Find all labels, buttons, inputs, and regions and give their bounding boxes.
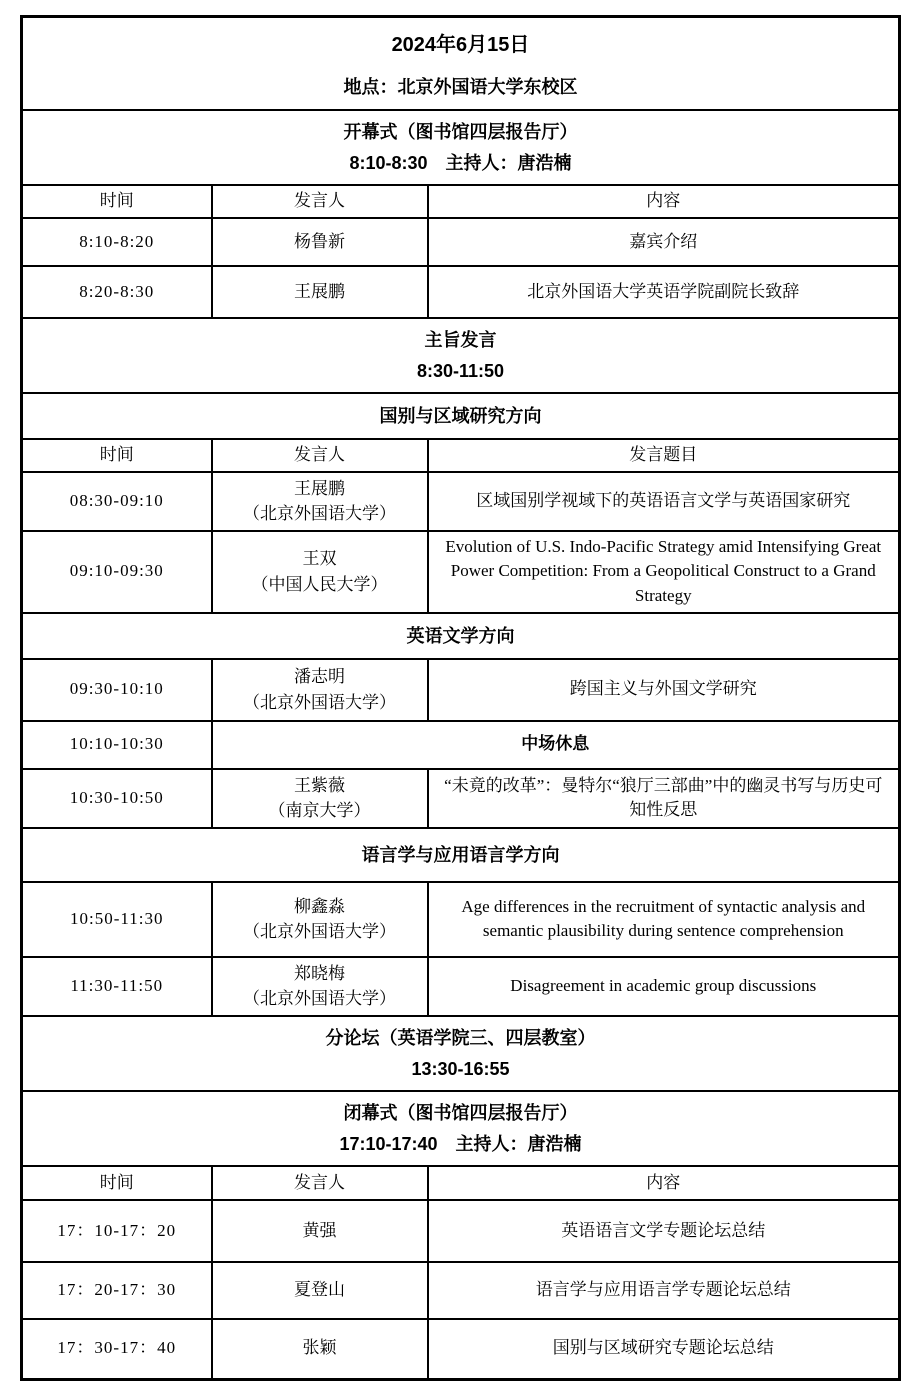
column-header-time: 时间: [22, 185, 212, 218]
speaker-name: 潘志明: [294, 667, 345, 687]
content-cell: 国别与区域研究专题论坛总结: [428, 1319, 900, 1379]
speaker-affiliation: （北京外国语大学）: [243, 692, 396, 712]
break-row: [22, 721, 900, 769]
topic-cell: “未竟的改革”：曼特尔“狼厅三部曲”中的幽灵书写与历史可知性反思: [428, 769, 900, 828]
title-cell: [22, 17, 900, 111]
time-cell: 10:50-11:30: [22, 882, 212, 957]
speaker-cell: [212, 659, 428, 721]
column-header-content: 内容: [428, 1166, 900, 1200]
forum-heading-row: [22, 1016, 900, 1091]
time-cell: 17：10-17：20: [22, 1200, 212, 1262]
speaker-cell: [212, 957, 428, 1016]
forum-heading: 分论坛（英语学院三、四层教室）: [325, 1027, 596, 1048]
speaker-cell: 杨鲁新: [212, 218, 428, 266]
column-header-speaker: 发言人: [212, 439, 428, 472]
speaker-cell: [212, 472, 428, 531]
table-row: [22, 531, 900, 613]
title-row: [22, 17, 900, 111]
speaker-cell: [212, 531, 428, 613]
time-cell: 17：20-17：30: [22, 1262, 212, 1319]
topic-cell: Age differences in the recruitment of syntactic analysis and semantic plausibility during sentence comprehension: [428, 882, 900, 957]
speaker-cell: 黄强: [212, 1200, 428, 1262]
column-header-topic: 发言题目: [428, 439, 900, 472]
forum-time: 13:30-16:55: [411, 1058, 510, 1079]
opening-heading-row: [22, 110, 900, 185]
column-header-time: 时间: [22, 439, 212, 472]
time-cell: 17：30-17：40: [22, 1319, 212, 1379]
content-cell: 语言学与应用语言学专题论坛总结: [428, 1262, 900, 1319]
conference-date: 2024年6月15日: [391, 34, 530, 56]
time-cell: 8:20-8:30: [22, 266, 212, 318]
table-row: [22, 769, 900, 828]
keynote-heading-cell: [22, 318, 900, 393]
time-cell: 11:30-11:50: [22, 957, 212, 1016]
speaker-name: 王双: [302, 549, 337, 569]
section-heading-row: [22, 828, 900, 882]
table-row: [22, 472, 900, 531]
table-row: [22, 1319, 900, 1379]
column-header-speaker: 发言人: [212, 1166, 428, 1200]
time-cell: 08:30-09:10: [22, 472, 212, 531]
closing-heading-row: [22, 1091, 900, 1166]
time-cell: 10:30-10:50: [22, 769, 212, 828]
table-row: [22, 1200, 900, 1262]
conference-location: 地点：北京外国语大学东校区: [343, 77, 578, 97]
table-row: [22, 218, 900, 266]
time-cell: 8:10-8:20: [22, 218, 212, 266]
time-cell: 09:30-10:10: [22, 659, 212, 721]
topic-cell: 区域国别学视域下的英语语言文学与英语国家研究: [428, 472, 900, 531]
keynote-column-header-row: [22, 439, 900, 472]
speaker-cell: [212, 769, 428, 828]
speaker-name: 柳鑫淼: [294, 896, 345, 916]
keynote-heading: 主旨发言: [424, 329, 497, 350]
section-title: 语言学与应用语言学方向: [22, 828, 900, 882]
time-cell: 09:10-09:30: [22, 531, 212, 613]
table-row: [22, 957, 900, 1016]
section-heading-row: [22, 613, 900, 659]
speaker-name: 王展鹏: [294, 478, 345, 498]
speaker-affiliation: （北京外国语大学）: [243, 989, 396, 1009]
table-row: [22, 659, 900, 721]
speaker-affiliation: （北京外国语大学）: [243, 504, 396, 524]
opening-subheading: 8:10-8:30 主持人：唐浩楠: [349, 153, 572, 174]
time-cell: 10:10-10:30: [22, 721, 212, 769]
speaker-cell: 王展鹏: [212, 266, 428, 318]
speaker-name: 王紫薇: [294, 775, 345, 795]
table-row: [22, 266, 900, 318]
opening-heading-cell: [22, 110, 900, 185]
section-title: 国别与区域研究方向: [22, 393, 900, 439]
column-header-time: 时间: [22, 1166, 212, 1200]
closing-subheading: 17:10-17:40 主持人：唐浩楠: [339, 1133, 582, 1154]
topic-cell: Disagreement in academic group discussions: [428, 957, 900, 1016]
table-row: [22, 1262, 900, 1319]
speaker-affiliation: （中国人民大学）: [251, 574, 388, 594]
topic-cell: 跨国主义与外国文学研究: [428, 659, 900, 721]
speaker-name: 郑晓梅: [294, 963, 345, 983]
content-cell: 北京外国语大学英语学院副院长致辞: [428, 266, 900, 318]
speaker-cell: [212, 882, 428, 957]
content-cell: 英语语言文学专题论坛总结: [428, 1200, 900, 1262]
keynote-time: 8:30-11:50: [416, 361, 505, 382]
break-label: 中场休息: [212, 721, 900, 769]
column-header-content: 内容: [428, 185, 900, 218]
table-row: [22, 882, 900, 957]
conference-schedule-table: [20, 15, 901, 1381]
speaker-cell: 夏登山: [212, 1262, 428, 1319]
closing-heading-cell: [22, 1091, 900, 1166]
speaker-cell: 张颖: [212, 1319, 428, 1379]
speaker-affiliation: （北京外国语大学）: [243, 922, 396, 942]
speaker-affiliation: （南京大学）: [268, 801, 371, 821]
opening-heading: 开幕式（图书馆四层报告厅）: [343, 122, 578, 143]
content-cell: 嘉宾介绍: [428, 218, 900, 266]
column-header-speaker: 发言人: [212, 185, 428, 218]
forum-heading-cell: [22, 1016, 900, 1091]
section-heading-row: [22, 393, 900, 439]
topic-cell: Evolution of U.S. Indo-Pacific Strategy amid Intensifying Great Power Competition: From a Geopolitical Construct to a Grand Strategy: [428, 531, 900, 613]
section-title: 英语文学方向: [22, 613, 900, 659]
keynote-heading-row: [22, 318, 900, 393]
closing-heading: 闭幕式（图书馆四层报告厅）: [343, 1102, 578, 1123]
opening-column-header-row: [22, 185, 900, 218]
closing-column-header-row: [22, 1166, 900, 1200]
